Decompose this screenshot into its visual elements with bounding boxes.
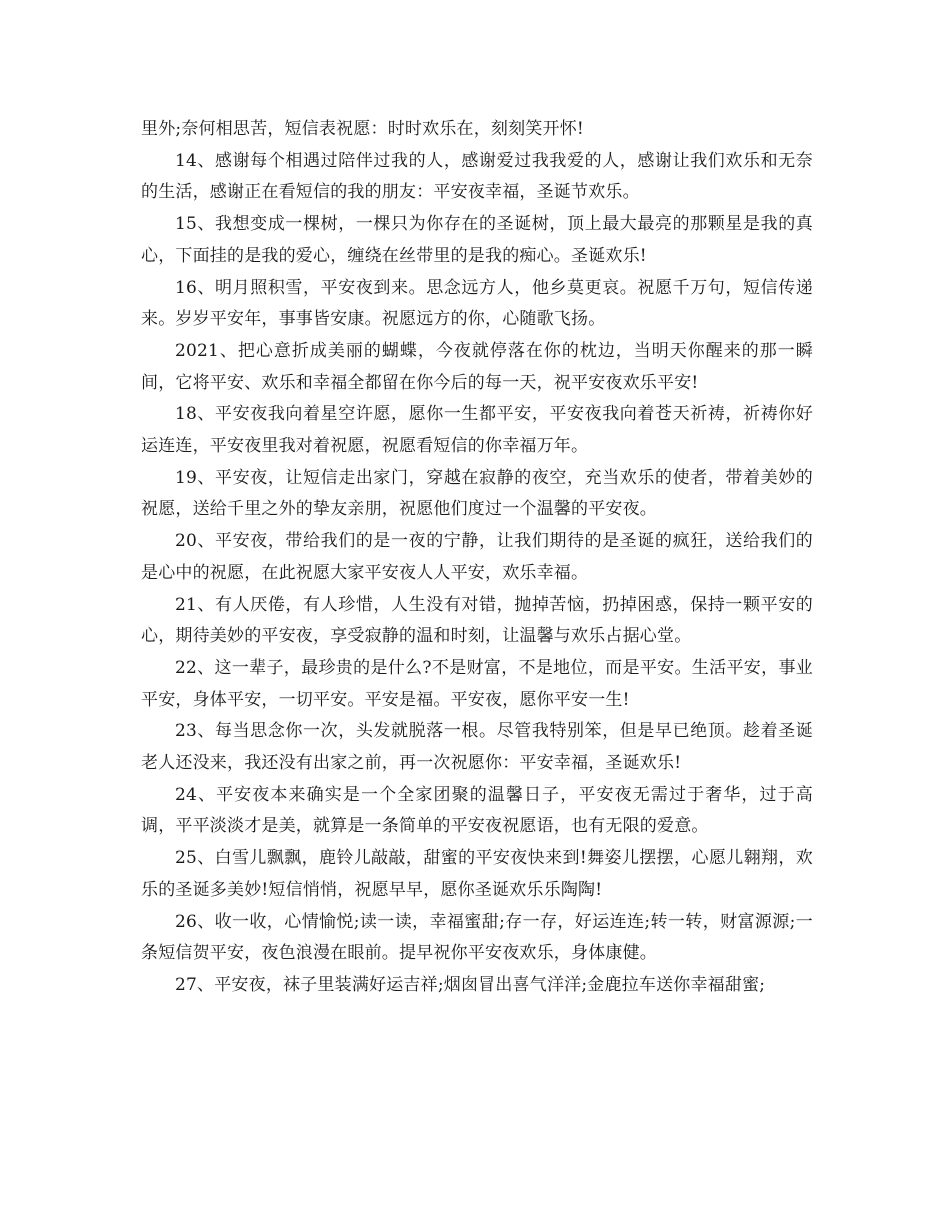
paragraph: 2021、把心意折成美丽的蝴蝶，今夜就停落在你的枕边，当明天你醒来的那一瞬间，它将平安、欢乐和幸福全都留在你今后的每一天，祝平安夜欢乐平安! — [141, 340, 813, 393]
paragraph: 14、感谢每个相遇过陪伴过我的人，感谢爱过我我爱的人，感谢让我们欢乐和无奈的生活，感谢正在看短信的我的朋友：平安夜幸福，圣诞节欢乐。 — [141, 150, 813, 203]
paragraph: 18、平安夜我向着星空许愿，愿你一生都平安，平安夜我向着苍天祈祷，祈祷你好运连连，平安夜里我对着祝愿，祝愿看短信的你幸福万年。 — [141, 404, 813, 457]
document-page — [141, 114, 813, 1002]
paragraph: 24、平安夜本来确实是一个全家团聚的温馨日子，平安夜无需过于奢华，过于高调，平平淡淡才是美，就算是一条简单的平安夜祝愿语，也有无限的爱意。 — [141, 784, 813, 837]
paragraph: 23、每当思念你一次，头发就脱落一根。尽管我特别笨，但是早已绝顶。趁着圣诞老人还没来，我还没有出家之前，再一次祝愿你：平安幸福，圣诞欢乐! — [141, 721, 813, 774]
paragraph: 15、我想变成一棵树，一棵只为你存在的圣诞树，顶上最大最亮的那颗星是我的真心，下面挂的是我的爱心，缠绕在丝带里的是我的痴心。圣诞欢乐! — [141, 214, 813, 266]
paragraph: 里外;奈何相思苦，短信表祝愿：时时欢乐在，刻刻笑开怀! — [141, 119, 584, 139]
paragraph: 21、有人厌倦，有人珍惜，人生没有对错，抛掉苦恼，扔掉困惑，保持一颗平安的心，期待美妙的平安夜，享受寂静的温和时刻，让温馨与欢乐占据心堂。 — [141, 594, 813, 647]
paragraph: 27、平安夜，袜子里装满好运吉祥;烟囱冒出喜气洋洋;金鹿拉车送你幸福甜蜜; — [175, 974, 766, 995]
paragraph: 26、收一收，心情愉悦;读一读，幸福蜜甜;存一存，好运连连;转一转，财富源源;一条短信贺平安，夜色浪漫在眼前。提早祝你平安夜欢乐，身体康健。 — [141, 911, 813, 964]
paragraph: 22、这一辈子，最珍贵的是什么?不是财富，不是地位，而是平安。生活平安，事业平安，身体平安，一切平安。平安是福。平安夜，愿你平安一生! — [141, 657, 813, 710]
paragraph: 16、明月照积雪，平安夜到来。思念远方人，他乡莫更哀。祝愿千万句，短信传递来。岁岁平安年，事事皆安康。祝愿远方的你，心随歌飞扬。 — [141, 277, 813, 330]
paragraph: 25、白雪儿飘飘，鹿铃儿敲敲，甜蜜的平安夜快来到!舞姿儿摆摆，心愿儿翱翔，欢乐的圣诞多美妙!短信悄悄，祝愿早早，愿你圣诞欢乐乐陶陶! — [141, 848, 813, 900]
paragraph: 20、平安夜，带给我们的是一夜的宁静，让我们期待的是圣诞的疯狂，送给我们的是心中的祝愿，在此祝愿大家平安夜人人平安，欢乐幸福。 — [141, 531, 813, 583]
paragraph: 19、平安夜，让短信走出家门，穿越在寂静的夜空，充当欢乐的使者，带着美妙的祝愿，送给千里之外的挚友亲朋，祝愿他们度过一个温馨的平安夜。 — [141, 467, 813, 520]
